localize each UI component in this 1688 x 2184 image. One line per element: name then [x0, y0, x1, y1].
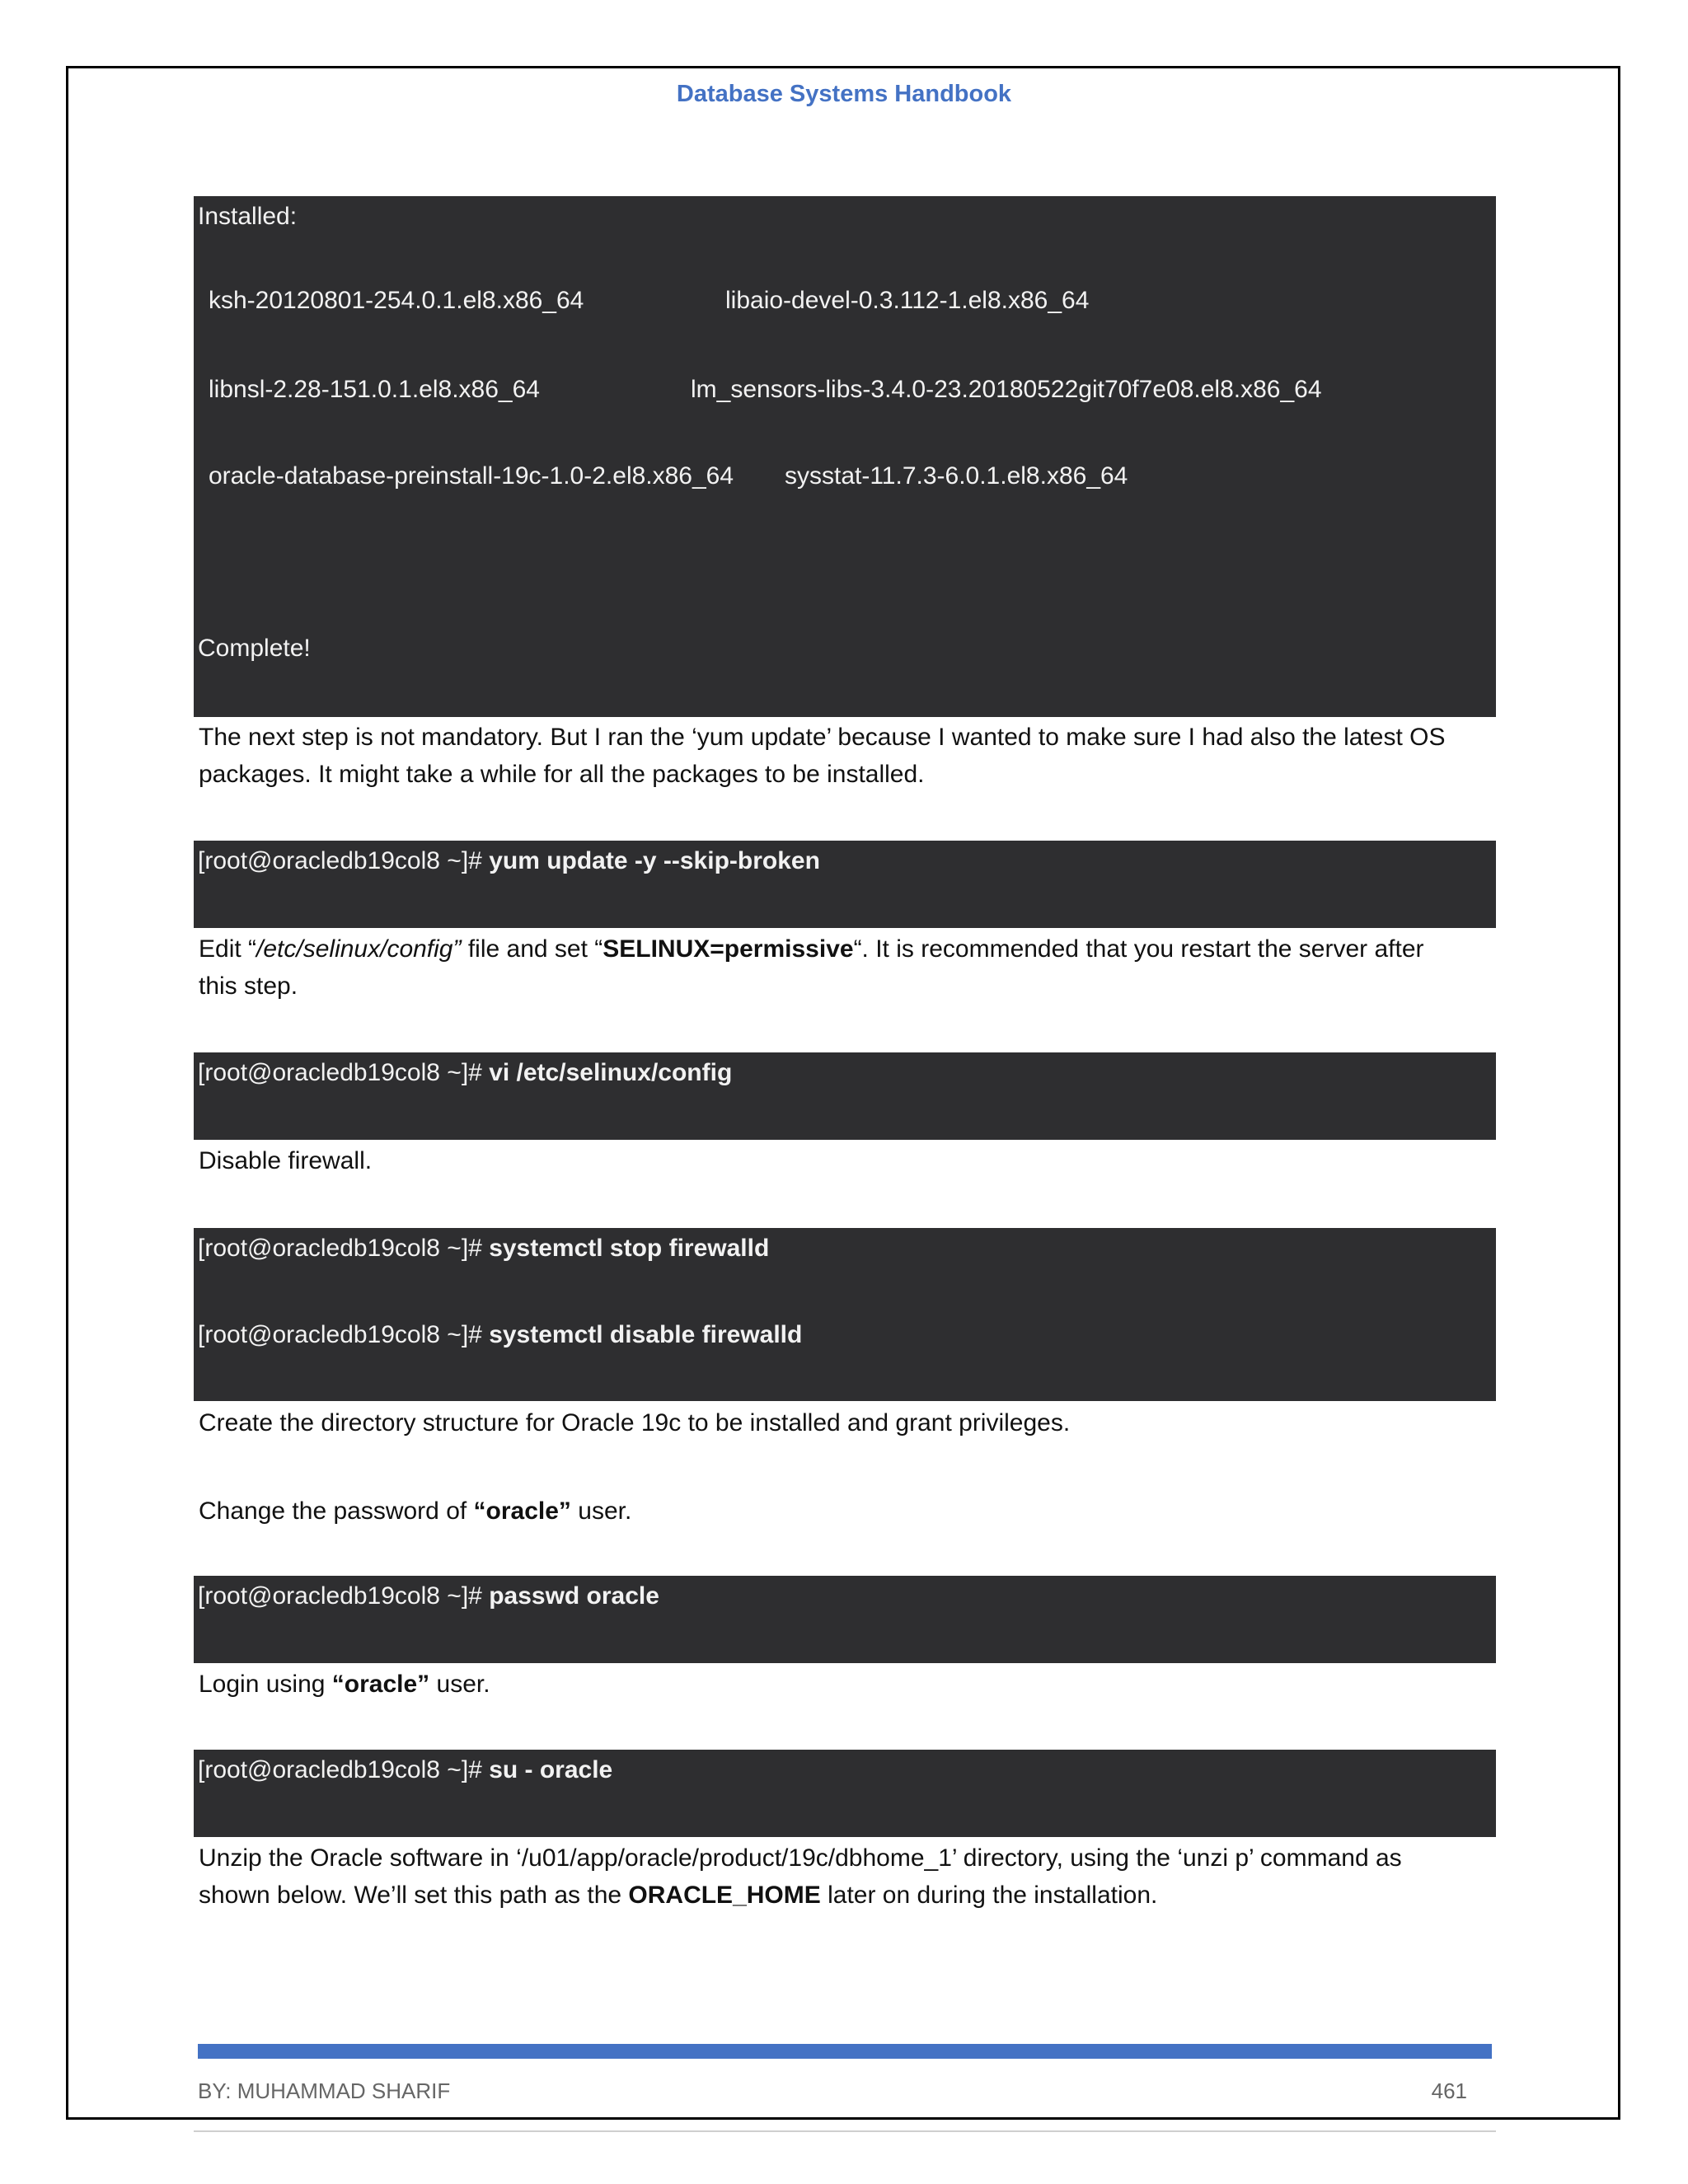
- shell-prompt: [root@oracledb19col8 ~]#: [198, 1756, 482, 1783]
- command-line-su: [198, 1756, 612, 1784]
- footer-accent-bar: [198, 2044, 1492, 2059]
- command-su-oracle: su - oracle: [489, 1756, 613, 1783]
- command-block-passwd: [194, 1576, 1496, 1663]
- shell-prompt: [root@oracledb19col8 ~]#: [198, 847, 482, 874]
- command-disable-firewalld: systemctl disable firewalld: [489, 1321, 803, 1348]
- command-line-disable-firewall: [198, 1321, 802, 1349]
- paragraph-disable-firewall: Disable firewall.: [199, 1147, 373, 1174]
- command-line-passwd: [198, 1582, 659, 1610]
- shell-prompt: [root@oracledb19col8 ~]#: [198, 1235, 482, 1262]
- package-oracle-preinstall: oracle-database-preinstall-19c-1.0-2.el8.x86_64: [209, 462, 734, 490]
- install-heading: Installed:: [198, 203, 298, 230]
- command-block-firewall: [194, 1228, 1496, 1401]
- shell-prompt: [root@oracledb19col8 ~]#: [198, 1321, 482, 1348]
- paragraph-login: Login using “oracle” user.: [199, 1671, 490, 1698]
- command-line-vi: [198, 1059, 732, 1087]
- oracle-user-name: “oracle”: [473, 1497, 571, 1525]
- shell-prompt: [root@oracledb19col8 ~]#: [198, 1582, 482, 1610]
- paragraph-change-password: Change the password of “oracle” user.: [199, 1497, 632, 1525]
- selinux-config-path: /etc/selinux/config”: [256, 935, 462, 963]
- footer-author: BY: MUHAMMAD SHARIF: [198, 2079, 451, 2103]
- paragraph-directory-structure: Create the directory structure for Oracle 19c to be installed and grant privileges.: [199, 1409, 1071, 1436]
- paragraph-yum-update: The next step is not mandatory. But I ran the ‘yum update’ because I wanted to make sure I had also the latest OS packages. It might take a while for all the packages to be installed.: [199, 724, 1446, 788]
- command-vi-selinux: vi /etc/selinux/config: [489, 1059, 733, 1086]
- command-block-yum: [194, 841, 1496, 928]
- package-libaio: libaio-devel-0.3.112-1.el8.x86_64: [725, 287, 1090, 314]
- command-block-su: [194, 1750, 1496, 1837]
- selinux-setting: SELINUX=permissive: [603, 935, 854, 963]
- paragraph-selinux: Edit “/etc/selinux/config” file and set “SELINUX=permissive“. It is recommended that you restart the server after this step.: [199, 935, 1424, 1000]
- package-sysstat: sysstat-11.7.3-6.0.1.el8.x86_64: [785, 462, 1128, 490]
- shell-prompt: [root@oracledb19col8 ~]#: [198, 1059, 482, 1086]
- page-header-title: Database Systems Handbook: [676, 81, 1012, 107]
- command-line-stop-firewall: [198, 1235, 769, 1263]
- command-stop-firewalld: systemctl stop firewalld: [489, 1235, 770, 1262]
- command-passwd-oracle: passwd oracle: [489, 1582, 659, 1610]
- paragraph-unzip: Unzip the Oracle software in ‘/u01/app/oracle/product/19c/dbhome_1’ directory, using the ‘unzi p’ command as shown below. We’ll set this path as the ORACLE_HOME later on during the installation.: [199, 1844, 1402, 1909]
- install-complete: Complete!: [198, 635, 311, 662]
- command-yum-update: yum update -y --skip-broken: [489, 847, 820, 874]
- package-libnsl: libnsl-2.28-151.0.1.el8.x86_64: [209, 376, 540, 403]
- oracle-home-label: ORACLE_HOME: [628, 1882, 821, 1909]
- command-block-vi: [194, 1052, 1496, 1140]
- install-output-block: [194, 196, 1496, 717]
- package-lm-sensors: lm_sensors-libs-3.4.0-23.20180522git70f7e08.el8.x86_64: [691, 376, 1322, 403]
- footer-page-number: 461: [1431, 2079, 1467, 2103]
- command-line-yum: [198, 847, 820, 875]
- package-ksh: ksh-20120801-254.0.1.el8.x86_64: [209, 287, 584, 314]
- oracle-user-name: “oracle”: [331, 1671, 430, 1698]
- footer-rule: [194, 2130, 1496, 2132]
